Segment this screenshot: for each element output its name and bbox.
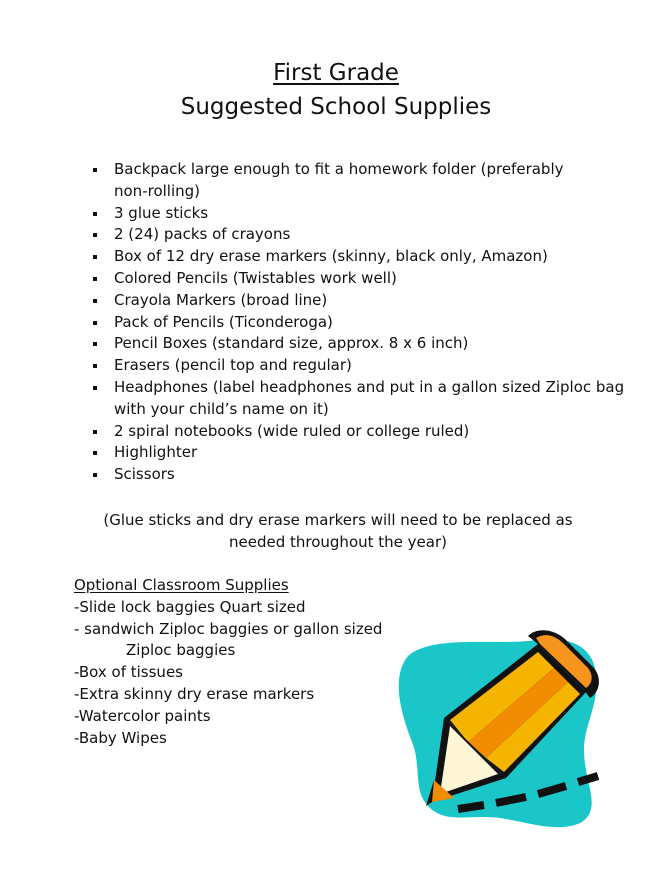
optional-supplies (74, 575, 394, 749)
supply-item-highlighter: Highlighter (88, 442, 628, 464)
supply-item-notebooks: 2 spiral notebooks (wide ruled or college ruled) (88, 421, 628, 443)
supply-item-scissors: Scissors (88, 464, 628, 486)
optional-item: -Baby Wipes (74, 728, 167, 747)
supply-item-pencils: Pack of Pencils (Ticonderoga) (88, 312, 628, 334)
note-line: needed throughout the year) (229, 533, 447, 551)
replacement-note (100, 509, 576, 553)
supply-list (88, 159, 628, 486)
supply-item-glue-sticks: 3 glue sticks (88, 203, 628, 225)
supply-item-dry-erase-markers: Box of 12 dry erase markers (skinny, black only, Amazon) (88, 246, 628, 268)
note-line: (Glue sticks and dry erase markers will need to be replaced as (103, 511, 573, 529)
supply-item-backpack: Backpack large enough to fit a homework folder (preferably non-rolling) (88, 159, 628, 203)
supply-item-headphones: Headphones (label headphones and put in a gallon sized Ziploc bag with your child’s name on it) (88, 377, 628, 421)
page-title: First Grade (273, 60, 399, 86)
optional-item: -Box of tissues (74, 663, 183, 682)
pencil-icon (388, 626, 604, 832)
optional-item: -Watercolor paints (74, 706, 211, 725)
supply-item-erasers: Erasers (pencil top and regular) (88, 355, 628, 377)
optional-item: -Slide lock baggies Quart sized (74, 597, 306, 616)
supply-item-crayola-markers: Crayola Markers (broad line) (88, 290, 628, 312)
supply-item-crayons: 2 (24) packs of crayons (88, 224, 628, 246)
optional-item: Ziploc baggies (126, 641, 236, 660)
page-subtitle: Suggested School Supplies (180, 94, 492, 120)
supply-item-colored-pencils: Colored Pencils (Twistables work well) (88, 268, 628, 290)
supply-item-pencil-boxes: Pencil Boxes (standard size, approx. 8 x 6 inch) (88, 333, 628, 355)
optional-item: -Extra skinny dry erase markers (74, 684, 315, 703)
optional-heading: Optional Classroom Supplies (74, 576, 289, 594)
optional-item: - sandwich Ziploc baggies or gallon sized (74, 619, 383, 638)
